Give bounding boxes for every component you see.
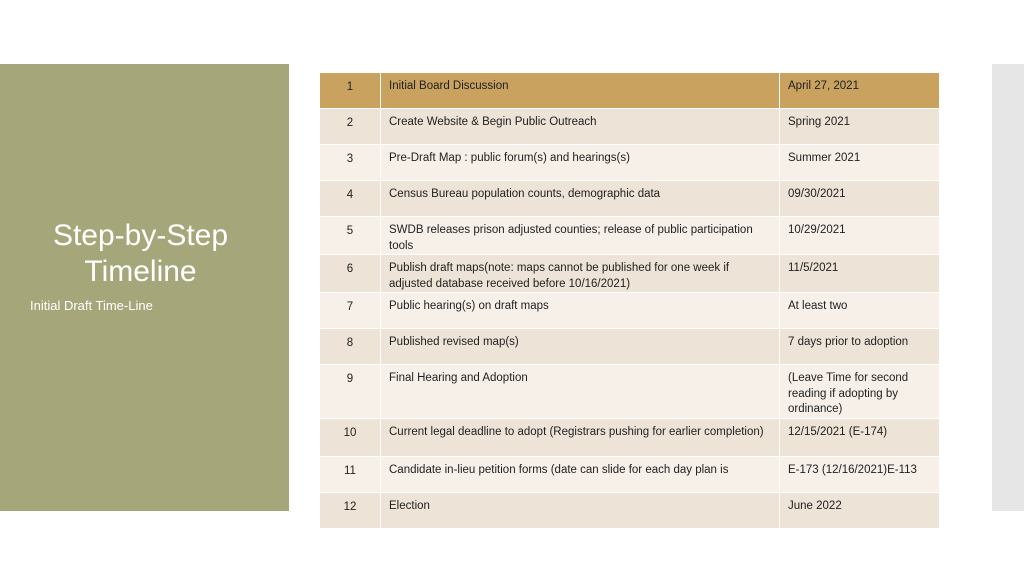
table-row xyxy=(320,217,940,255)
step-number: 3 xyxy=(320,145,381,181)
step-date: Summer 2021 xyxy=(780,145,940,181)
timeline-table xyxy=(319,72,940,529)
step-date: (Leave Time for second reading if adopting by ordinance) xyxy=(780,365,940,419)
step-date: June 2022 xyxy=(780,493,940,529)
step-date: 11/5/2021 xyxy=(780,255,940,293)
table-row xyxy=(320,493,940,529)
step-number: 7 xyxy=(320,293,381,329)
step-date: 7 days prior to adoption xyxy=(780,329,940,365)
slide-title xyxy=(0,218,281,290)
table-row xyxy=(320,457,940,493)
step-number: 12 xyxy=(320,493,381,529)
step-description: Current legal deadline to adopt (Registrars pushing for earlier completion) xyxy=(381,419,780,457)
table-row xyxy=(320,73,940,109)
slide-subtitle: Initial Draft Time-Line xyxy=(30,298,153,313)
slide-title-line2: Timeline xyxy=(84,255,197,288)
slide-title-line1: Step-by-Step xyxy=(52,219,229,252)
step-date: 12/15/2021 (E-174) xyxy=(780,419,940,457)
step-description: Pre-Draft Map : public forum(s) and hearings(s) xyxy=(381,145,780,181)
step-date: E-173 (12/16/2021)E-113 xyxy=(780,457,940,493)
step-number: 1 xyxy=(320,73,381,109)
right-accent-bar xyxy=(992,64,1024,511)
step-description: Final Hearing and Adoption xyxy=(381,365,780,419)
step-description: Census Bureau population counts, demographic data xyxy=(381,181,780,217)
step-description: Initial Board Discussion xyxy=(381,73,780,109)
step-description: SWDB releases prison adjusted counties; release of public participation tools xyxy=(381,217,780,255)
step-number: 6 xyxy=(320,255,381,293)
step-date: 09/30/2021 xyxy=(780,181,940,217)
step-number: 9 xyxy=(320,365,381,419)
step-description: Public hearing(s) on draft maps xyxy=(381,293,780,329)
step-date: April 27, 2021 xyxy=(780,73,940,109)
step-description: Candidate in-lieu petition forms (date can slide for each day plan is xyxy=(381,457,780,493)
step-date: 10/29/2021 xyxy=(780,217,940,255)
step-date: At least two xyxy=(780,293,940,329)
step-description: Create Website & Begin Public Outreach xyxy=(381,109,780,145)
step-number: 4 xyxy=(320,181,381,217)
step-description: Publish draft maps(note: maps cannot be published for one week if adjusted database received before 10/16/2021) xyxy=(381,255,780,293)
table-row xyxy=(320,293,940,329)
table-row xyxy=(320,365,940,419)
table-row xyxy=(320,145,940,181)
step-number: 8 xyxy=(320,329,381,365)
step-number: 11 xyxy=(320,457,381,493)
step-date: Spring 2021 xyxy=(780,109,940,145)
step-description: Published revised map(s) xyxy=(381,329,780,365)
step-description: Election xyxy=(381,493,780,529)
step-number: 10 xyxy=(320,419,381,457)
table-row xyxy=(320,181,940,217)
table-row xyxy=(320,109,940,145)
step-number: 5 xyxy=(320,217,381,255)
step-number: 2 xyxy=(320,109,381,145)
table-row xyxy=(320,329,940,365)
table-row xyxy=(320,255,940,293)
table-row xyxy=(320,419,940,457)
